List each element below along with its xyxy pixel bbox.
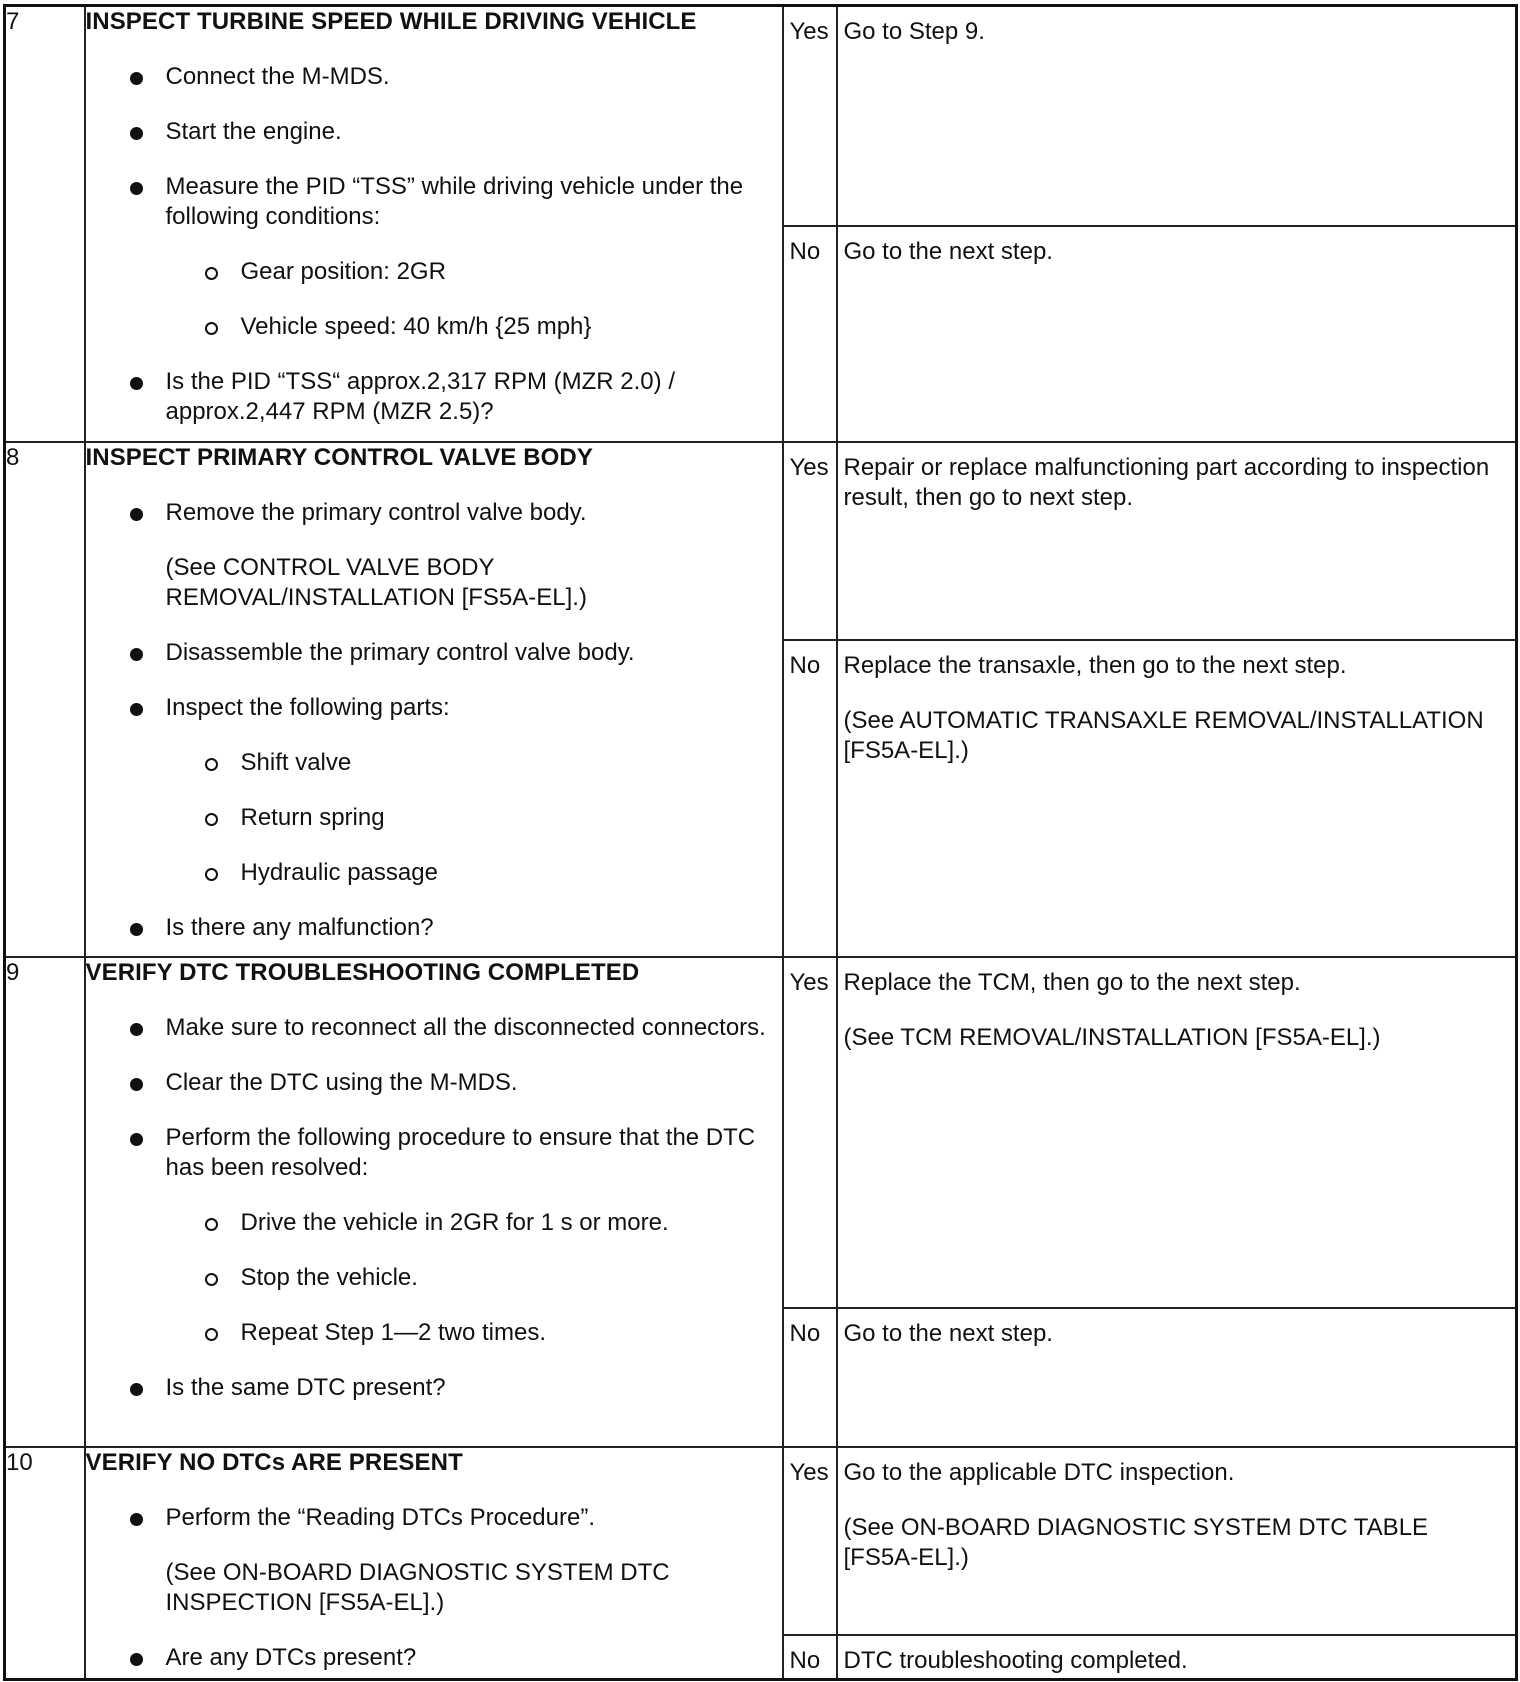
bullet-item <box>86 913 782 943</box>
sub-item <box>86 1208 782 1238</box>
step-procedure <box>85 442 783 957</box>
no-label: No <box>784 639 836 681</box>
bullet-list <box>86 913 782 943</box>
sub-text: Vehicle speed: 40 km/h {25 mph} <box>240 313 592 340</box>
step-number: 10 <box>5 1447 85 1680</box>
step-row-10 <box>5 1447 1517 1680</box>
result-labels <box>783 6 837 442</box>
no-action <box>838 1634 1516 1676</box>
bullet-text: Clear the DTC using the M-MDS. <box>165 1068 518 1096</box>
bullet-item <box>86 693 782 723</box>
sub-text: Return spring <box>240 803 385 831</box>
bullet-text: Inspect the following parts: <box>165 693 450 721</box>
result-labels <box>783 1447 837 1680</box>
bullet-text: Disassemble the primary control valve body. <box>165 638 635 666</box>
step-number: 8 <box>5 442 85 957</box>
circle-bullet-icon <box>205 322 218 335</box>
bullet-text: Are any DTCs present? <box>165 1643 417 1671</box>
bullet-text: Is there any malfunction? <box>165 913 434 941</box>
result-labels <box>783 442 837 957</box>
action-reference: (See AUTOMATIC TRANSAXLE REMOVAL/INSTALLATION [FS5A-EL].) <box>843 706 1484 764</box>
reference-note: (See ON-BOARD DIAGNOSTIC SYSTEM DTC INSPECTION [FS5A-EL].) <box>165 1558 670 1616</box>
bullet-item <box>86 1123 782 1183</box>
circle-bullet-icon <box>205 813 218 826</box>
step-row-9 <box>5 957 1517 1447</box>
sub-text: Gear position: 2GR <box>240 258 446 285</box>
sub-item <box>86 1318 782 1348</box>
result-actions <box>837 6 1517 442</box>
bullet-item <box>86 1068 782 1098</box>
result-labels <box>783 957 837 1447</box>
sub-item <box>86 257 782 287</box>
action-text: Repair or replace malfunctioning part according to inspection result, then go to next step. <box>843 453 1490 511</box>
action-text: DTC troubleshooting completed. <box>843 1646 1188 1674</box>
sub-text: Shift valve <box>240 748 352 776</box>
bullet-item <box>86 172 782 232</box>
no-action <box>838 1307 1516 1349</box>
bullet-icon <box>130 1078 143 1091</box>
bullet-text: Remove the primary control valve body. <box>165 498 587 526</box>
step-procedure <box>85 6 783 442</box>
bullet-text: Perform the following procedure to ensure that the DTC has been resolved: <box>165 1123 756 1181</box>
action-text: Go to Step 9. <box>843 18 985 45</box>
bullet-item <box>86 62 782 92</box>
bullet-icon <box>130 1653 143 1666</box>
bullet-item <box>86 638 782 668</box>
action-reference: (See ON-BOARD DIAGNOSTIC SYSTEM DTC TABLE [FS5A-EL].) <box>843 1513 1429 1571</box>
step-title: INSPECT TURBINE SPEED WHILE DRIVING VEHICLE <box>85 8 697 35</box>
bullet-item <box>86 1373 782 1403</box>
bullet-text: Make sure to reconnect all the disconnected connectors. <box>165 1013 766 1041</box>
sub-text: Repeat Step 1—2 two times. <box>240 1318 546 1346</box>
step-number: 7 <box>5 6 85 442</box>
step-procedure <box>85 1447 783 1680</box>
yes-label: Yes <box>789 453 829 481</box>
no-label: No <box>784 1634 836 1676</box>
sub-list <box>86 1208 782 1348</box>
bullet-icon <box>130 1133 143 1146</box>
no-label: No <box>784 1307 836 1349</box>
circle-bullet-icon <box>205 1328 218 1341</box>
yes-action <box>838 7 1516 225</box>
bullet-text: Is the PID “TSS“ approx.2,317 RPM (MZR 2.0) / approx.2,447 RPM (MZR 2.5)? <box>165 368 675 425</box>
bullet-item <box>86 1643 782 1673</box>
circle-bullet-icon <box>205 1273 218 1286</box>
yes-label: Yes <box>789 1458 829 1486</box>
circle-bullet-icon <box>205 868 218 881</box>
sub-text: Hydraulic passage <box>240 858 438 886</box>
troubleshooting-table <box>3 4 1518 1681</box>
step-title: VERIFY NO DTCs ARE PRESENT <box>85 1448 463 1476</box>
bullet-item <box>86 1503 782 1533</box>
bullet-icon <box>130 508 143 521</box>
bullet-icon <box>130 377 143 390</box>
action-text: Go to the next step. <box>843 238 1053 265</box>
circle-bullet-icon <box>205 1218 218 1231</box>
yes-action <box>838 958 1516 1307</box>
sub-item <box>86 748 782 778</box>
step-row-8 <box>5 442 1517 957</box>
step-title: INSPECT PRIMARY CONTROL VALVE BODY <box>85 443 593 471</box>
bullet-icon <box>130 1023 143 1036</box>
result-actions <box>837 1447 1517 1680</box>
bullet-item <box>86 1013 782 1043</box>
yes-action <box>838 443 1516 639</box>
action-text: Replace the transaxle, then go to the next step. <box>843 651 1347 679</box>
yes-label: Yes <box>789 18 829 45</box>
bullet-icon <box>130 1513 143 1526</box>
bullet-item <box>86 498 782 528</box>
bullet-list <box>86 1503 782 1533</box>
bullet-list <box>86 1013 782 1183</box>
no-action <box>838 225 1516 267</box>
action-text: Go to the applicable DTC inspection. <box>843 1458 1235 1486</box>
bullet-text: Perform the “Reading DTCs Procedure”. <box>165 1503 595 1531</box>
bullet-list <box>86 1373 782 1403</box>
bullet-text: Start the engine. <box>165 118 342 145</box>
sub-item <box>86 312 782 342</box>
action-text: Replace the TCM, then go to the next step. <box>843 968 1301 996</box>
sub-item <box>86 803 782 833</box>
sub-text: Stop the vehicle. <box>240 1263 418 1291</box>
bullet-icon <box>130 127 143 140</box>
bullet-list <box>86 1643 782 1673</box>
bullet-icon <box>130 72 143 85</box>
bullet-list <box>86 638 782 723</box>
reference-note: (See CONTROL VALVE BODY REMOVAL/INSTALLATION [FS5A-EL].) <box>165 553 587 611</box>
bullet-item <box>86 367 782 427</box>
no-action <box>838 639 1516 766</box>
action-text: Go to the next step. <box>843 1319 1053 1347</box>
circle-bullet-icon <box>205 267 218 280</box>
step-number: 9 <box>5 957 85 1447</box>
bullet-text: Measure the PID “TSS” while driving vehicle under the following conditions: <box>165 173 744 230</box>
bullet-list <box>86 498 782 528</box>
bullet-text: Connect the M-MDS. <box>165 63 390 90</box>
result-actions <box>837 957 1517 1447</box>
troubleshooting-page <box>3 4 1515 1678</box>
sub-text: Drive the vehicle in 2GR for 1 s or more. <box>240 1208 669 1236</box>
yes-label: Yes <box>789 968 829 996</box>
bullet-list <box>86 367 782 427</box>
sub-item <box>86 1263 782 1293</box>
bullet-icon <box>130 648 143 661</box>
circle-bullet-icon <box>205 758 218 771</box>
bullet-item <box>86 117 782 147</box>
bullet-text: Is the same DTC present? <box>165 1373 446 1401</box>
step-row-7 <box>5 6 1517 442</box>
sub-item <box>86 858 782 888</box>
sub-list <box>86 257 782 342</box>
action-reference: (See TCM REMOVAL/INSTALLATION [FS5A-EL].) <box>843 1023 1381 1051</box>
yes-action <box>838 1448 1516 1634</box>
no-label: No <box>784 225 836 267</box>
bullet-list <box>86 62 782 232</box>
sub-list <box>86 748 782 888</box>
bullet-icon <box>130 182 143 195</box>
bullet-icon <box>130 923 143 936</box>
result-actions <box>837 442 1517 957</box>
bullet-icon <box>130 1383 143 1396</box>
step-title: VERIFY DTC TROUBLESHOOTING COMPLETED <box>85 958 640 986</box>
bullet-icon <box>130 703 143 716</box>
step-procedure <box>85 957 783 1447</box>
